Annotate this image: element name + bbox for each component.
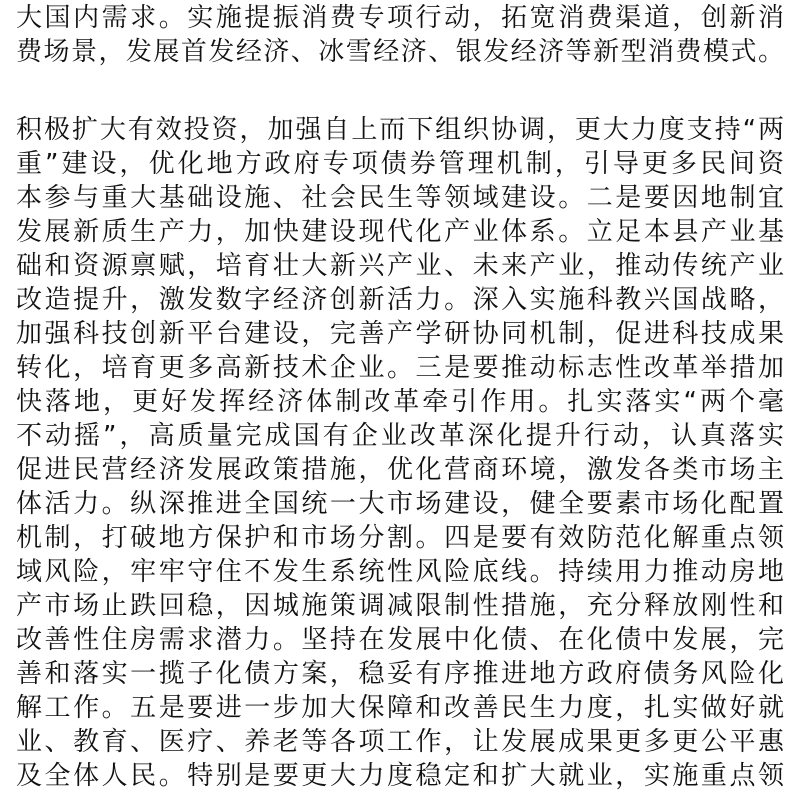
text-line: 改善性住房需求潜力。坚持在发展中化债、在化债中发展，完 bbox=[16, 625, 784, 655]
text-line: 费场景，发展首发经济、冰雪经济、银发经济等新型消费模式。 bbox=[16, 37, 784, 67]
text-line: 本参与重大基础设施、社会民生等领域建设。二是要因地制宜 bbox=[16, 183, 784, 213]
text-line: 加强科技创新平台建设，完善产学研协同机制，促进科技成果 bbox=[16, 319, 784, 349]
text-line: 转化，培育更多高新技术企业。三是要推动标志性改革举措加 bbox=[16, 353, 784, 383]
text-line: 解工作。五是要进一步加大保障和改善民生力度，扎实做好就 bbox=[16, 693, 784, 723]
text-line: 促进民营经济发展政策措施，优化营商环境，激发各类市场主 bbox=[16, 455, 784, 485]
text-line: 善和落实一揽子化债方案，稳妥有序推进地方政府债务风险化 bbox=[16, 659, 784, 689]
text-line: 重”建设，优化地方政府专项债券管理机制，引导更多民间资 bbox=[16, 149, 784, 179]
paragraph-consumption bbox=[16, 1, 784, 69]
text-line: 产市场止跌回稳，因城施策调减限制性措施，充分释放刚性和 bbox=[16, 591, 784, 621]
text-line: 大国内需求。实施提振消费专项行动，拓宽消费渠道，创新消 bbox=[16, 3, 784, 33]
text-line: 体活力。纵深推进全国统一大市场建设，健全要素市场化配置 bbox=[16, 489, 784, 519]
text-line: 域风险，牢牢守住不发生系统性风险底线。持续用力推动房地 bbox=[16, 557, 784, 587]
text-line: 发展新质生产力，加快建设现代化产业体系。立足本县产业基 bbox=[16, 217, 784, 247]
text-line: 积极扩大有效投资，加强自上而下组织协调，更大力度支持“两 bbox=[16, 115, 784, 145]
text-line: 改造提升，激发数字经济创新活力。深入实施科教兴国战略， bbox=[16, 285, 784, 315]
text-line: 机制，打破地方保护和市场分割。四是要有效防范化解重点领 bbox=[16, 523, 784, 553]
text-line: 不动摇”，高质量完成国有企业改革深化提升行动，认真落实 bbox=[16, 421, 784, 451]
paragraph-investment-reform bbox=[16, 113, 784, 793]
text-line: 业、教育、医疗、养老等各项工作，让发展成果更多更公平惠 bbox=[16, 727, 784, 757]
text-line: 快落地，更好发挥经济体制改革牵引作用。扎实落实“两个毫 bbox=[16, 387, 784, 417]
text-line: 础和资源禀赋，培育壮大新兴产业、未来产业，推动传统产业 bbox=[16, 251, 784, 281]
text-line: 及全体人民。特别是要更大力度稳定和扩大就业，实施重点领 bbox=[16, 761, 784, 791]
